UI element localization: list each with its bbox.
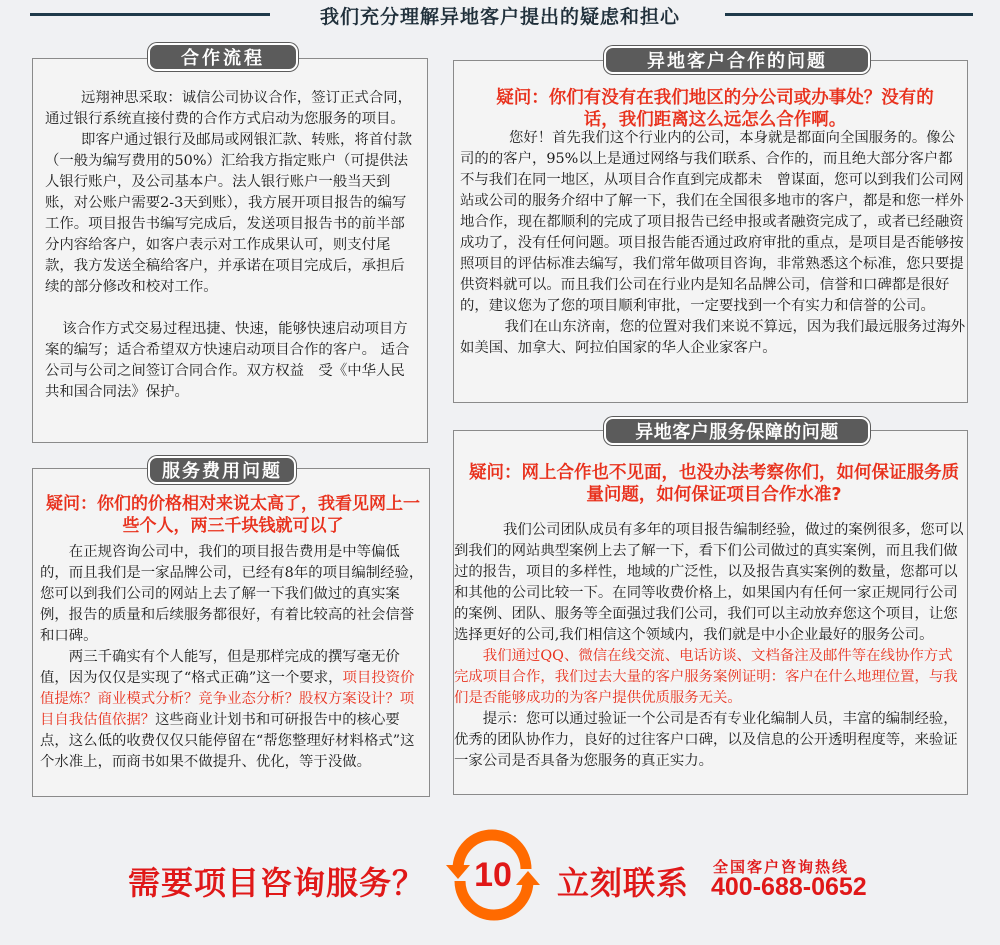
contact-footer (0, 820, 1000, 930)
ten-years-badge-icon (438, 825, 548, 925)
fees-highlight: 项目投资价值提炼？商业模式分析？竞争业态分析？股权方案设计？项目自我估值依据？ (40, 670, 415, 728)
badge-number: 10 (474, 856, 512, 894)
guarantee-paragraph-3: 提示：您可以通过验证一个公司是否有专业化编制人员，丰富的编制经验，优秀的团队协作力，良好的过往客户口碑，以及信息的公开透明程度等，来验证一家公司是否具备为您服务的真正实力。 (454, 711, 958, 769)
cooperation-text (45, 88, 417, 403)
fees-paragraph-2a: 两三千确实有个人能写，但是那样完成的撰写毫无价值，因为仅仅是实现了“格式正确”这一个要求， (40, 649, 400, 686)
remote-text (460, 128, 966, 359)
fees-question: 疑问：你们的价格相对来说太高了，我看见网上一些个人，两三千块钱就可以了 (46, 494, 420, 536)
remote-question: 疑问：你们有没有在我们地区的分公司或办事处？没有的话，我们距离这么远怎么合作啊。 (496, 88, 934, 130)
remote-tab: 异地客户合作的问题 (604, 46, 870, 74)
cooperation-paragraph-3: 该合作方式交易过程迅捷、快速，能够快速启动项目方案的编写；适合希望双方快速启动项目合作的客户。 适合公司与公司之间签订合同合作。双方权益 受《中华人民共和国合同法》保护。 (45, 321, 410, 400)
page-header (0, 0, 1000, 30)
guarantee-highlight: 我们通过QQ、微信在线交流、电话访谈、文档备注及邮件等在线协作方式完成项目合作，我们过去大量的客户服务案例证明：客户在什么地理位置，与我们是否能够成功的为客户提供优质服务无关。 (454, 648, 958, 706)
fees-tab: 服务费用问题 (148, 456, 296, 484)
cooperation-paragraph-1: 远翔神思采取：诚信公司协议合作，签订正式合同，通过银行系统直接付费的合作方式启动为您服务的项目。 (45, 90, 412, 127)
hotline-number[interactable]: 400-688-0652 (711, 873, 867, 901)
page-title: 我们充分理解异地客户提出的疑虑和担心 (319, 5, 680, 28)
remote-paragraph-2: 我们在山东济南，您的位置对我们来说不算远，因为我们最远服务过海外如美国、加拿大、阿拉伯国家的华人企业家客户。 (460, 319, 966, 356)
fees-paragraph-2b: 这些商业计划书和可研报告中的核心要点，这么低的收费仅仅只能停留在“帮您整理好材料格式”这个水准上，而商书如果不做提升、优化，等于没做。 (40, 712, 415, 770)
header-rule-right (725, 13, 973, 16)
fees-paragraph-2 (40, 647, 424, 773)
guarantee-tab: 异地客户服务保障的问题 (604, 417, 870, 445)
cooperation-tab: 合作流程 (148, 43, 298, 71)
hotline-label: 全国客户咨询热线 (713, 858, 850, 876)
footer-cta-text: 需要项目咨询服务？ (128, 864, 426, 902)
fees-paragraph-1: 在正规咨询公司中，我们的项目报告费用是中等偏低的，而且我们是一家品牌公司，已经有8年的项目编制经验，您可以到我们公司的网站上去了解一下我们做过的真实案例，报告的质量和后续服务都很好，有着比较高的社会信誉和口碑。 (40, 544, 424, 644)
footer-contact-text: 立刻联系 (557, 864, 690, 902)
guarantee-text (454, 520, 966, 772)
cooperation-paragraph-2: 即客户通过银行及邮局或网银汇款、转账，将首付款（一般为编写费用的50%）汇给我方指定账户（可提供法人银行账户，及公司基本户。法人银行账户一般当天到账，对公账户需要2-3天到账），我方展开项目报告的编写工作。项目报告书编写完成后，发送项目报告书的前半部分内容给客户，如客户表示对工作成果认可，则支付尾款，我方发送全稿给客户，并承诺在项目完成后，承担后续的部分修改和校对工作。 (45, 132, 412, 295)
guarantee-paragraph-1: 我们公司团队成员有多年的项目报告编制经验，做过的案例很多，您可以到我们的网站典型案例上去了解一下，看下们公司做过的真实案例，而且我们做过的报告，项目的多样性，地域的广泛性，以及报告真实案例的数量，您都可以和其他的公司比较一下。在同等收费价格上，如果国内有任何一家正规同行公司的案例、团队、服务等全面强过我们公司，我们可以主动放弃您这个项目，让您选择更好的公司,我们相信这个领域内，我们就是中小企业最好的服务公司。 (454, 522, 964, 643)
remote-paragraph-1: 您好！首先我们这个行业内的公司，本身就是都面向全国服务的。像公司的的客户，95%以上是通过网络与我们联系、合作的，而且绝大部分客户都不与我们在同一地区，从项目合作直到完成都未 曾谋面，您可以到我们公司网站或公司的服务介绍中了解一下，我们在全国很多地市的客户，都是和您一样外地合作，现在都顺利的完成了项目报告已经申报或者融资完成了，或者已经融资成功了，没有任何问题。项目报告能否通过政府审批的重点，是项目是否能够按照项目的评估标准去编写，我们常年做项目咨询，非常熟悉这个标准，您只要提供资料就可以。而且我们公司在行业内是知名品牌公司，信誉和口碑都是很好的，建议您为了您的项目顺利审批，一定要找到一个有实力和信誉的公司。 (460, 130, 964, 314)
fees-text (40, 542, 424, 773)
guarantee-question: 疑问：网上合作也不见面，也没办法考察你们，如何保证服务质量问题，如何保证项目合作水准? (469, 463, 959, 505)
header-rule-left (30, 13, 270, 16)
